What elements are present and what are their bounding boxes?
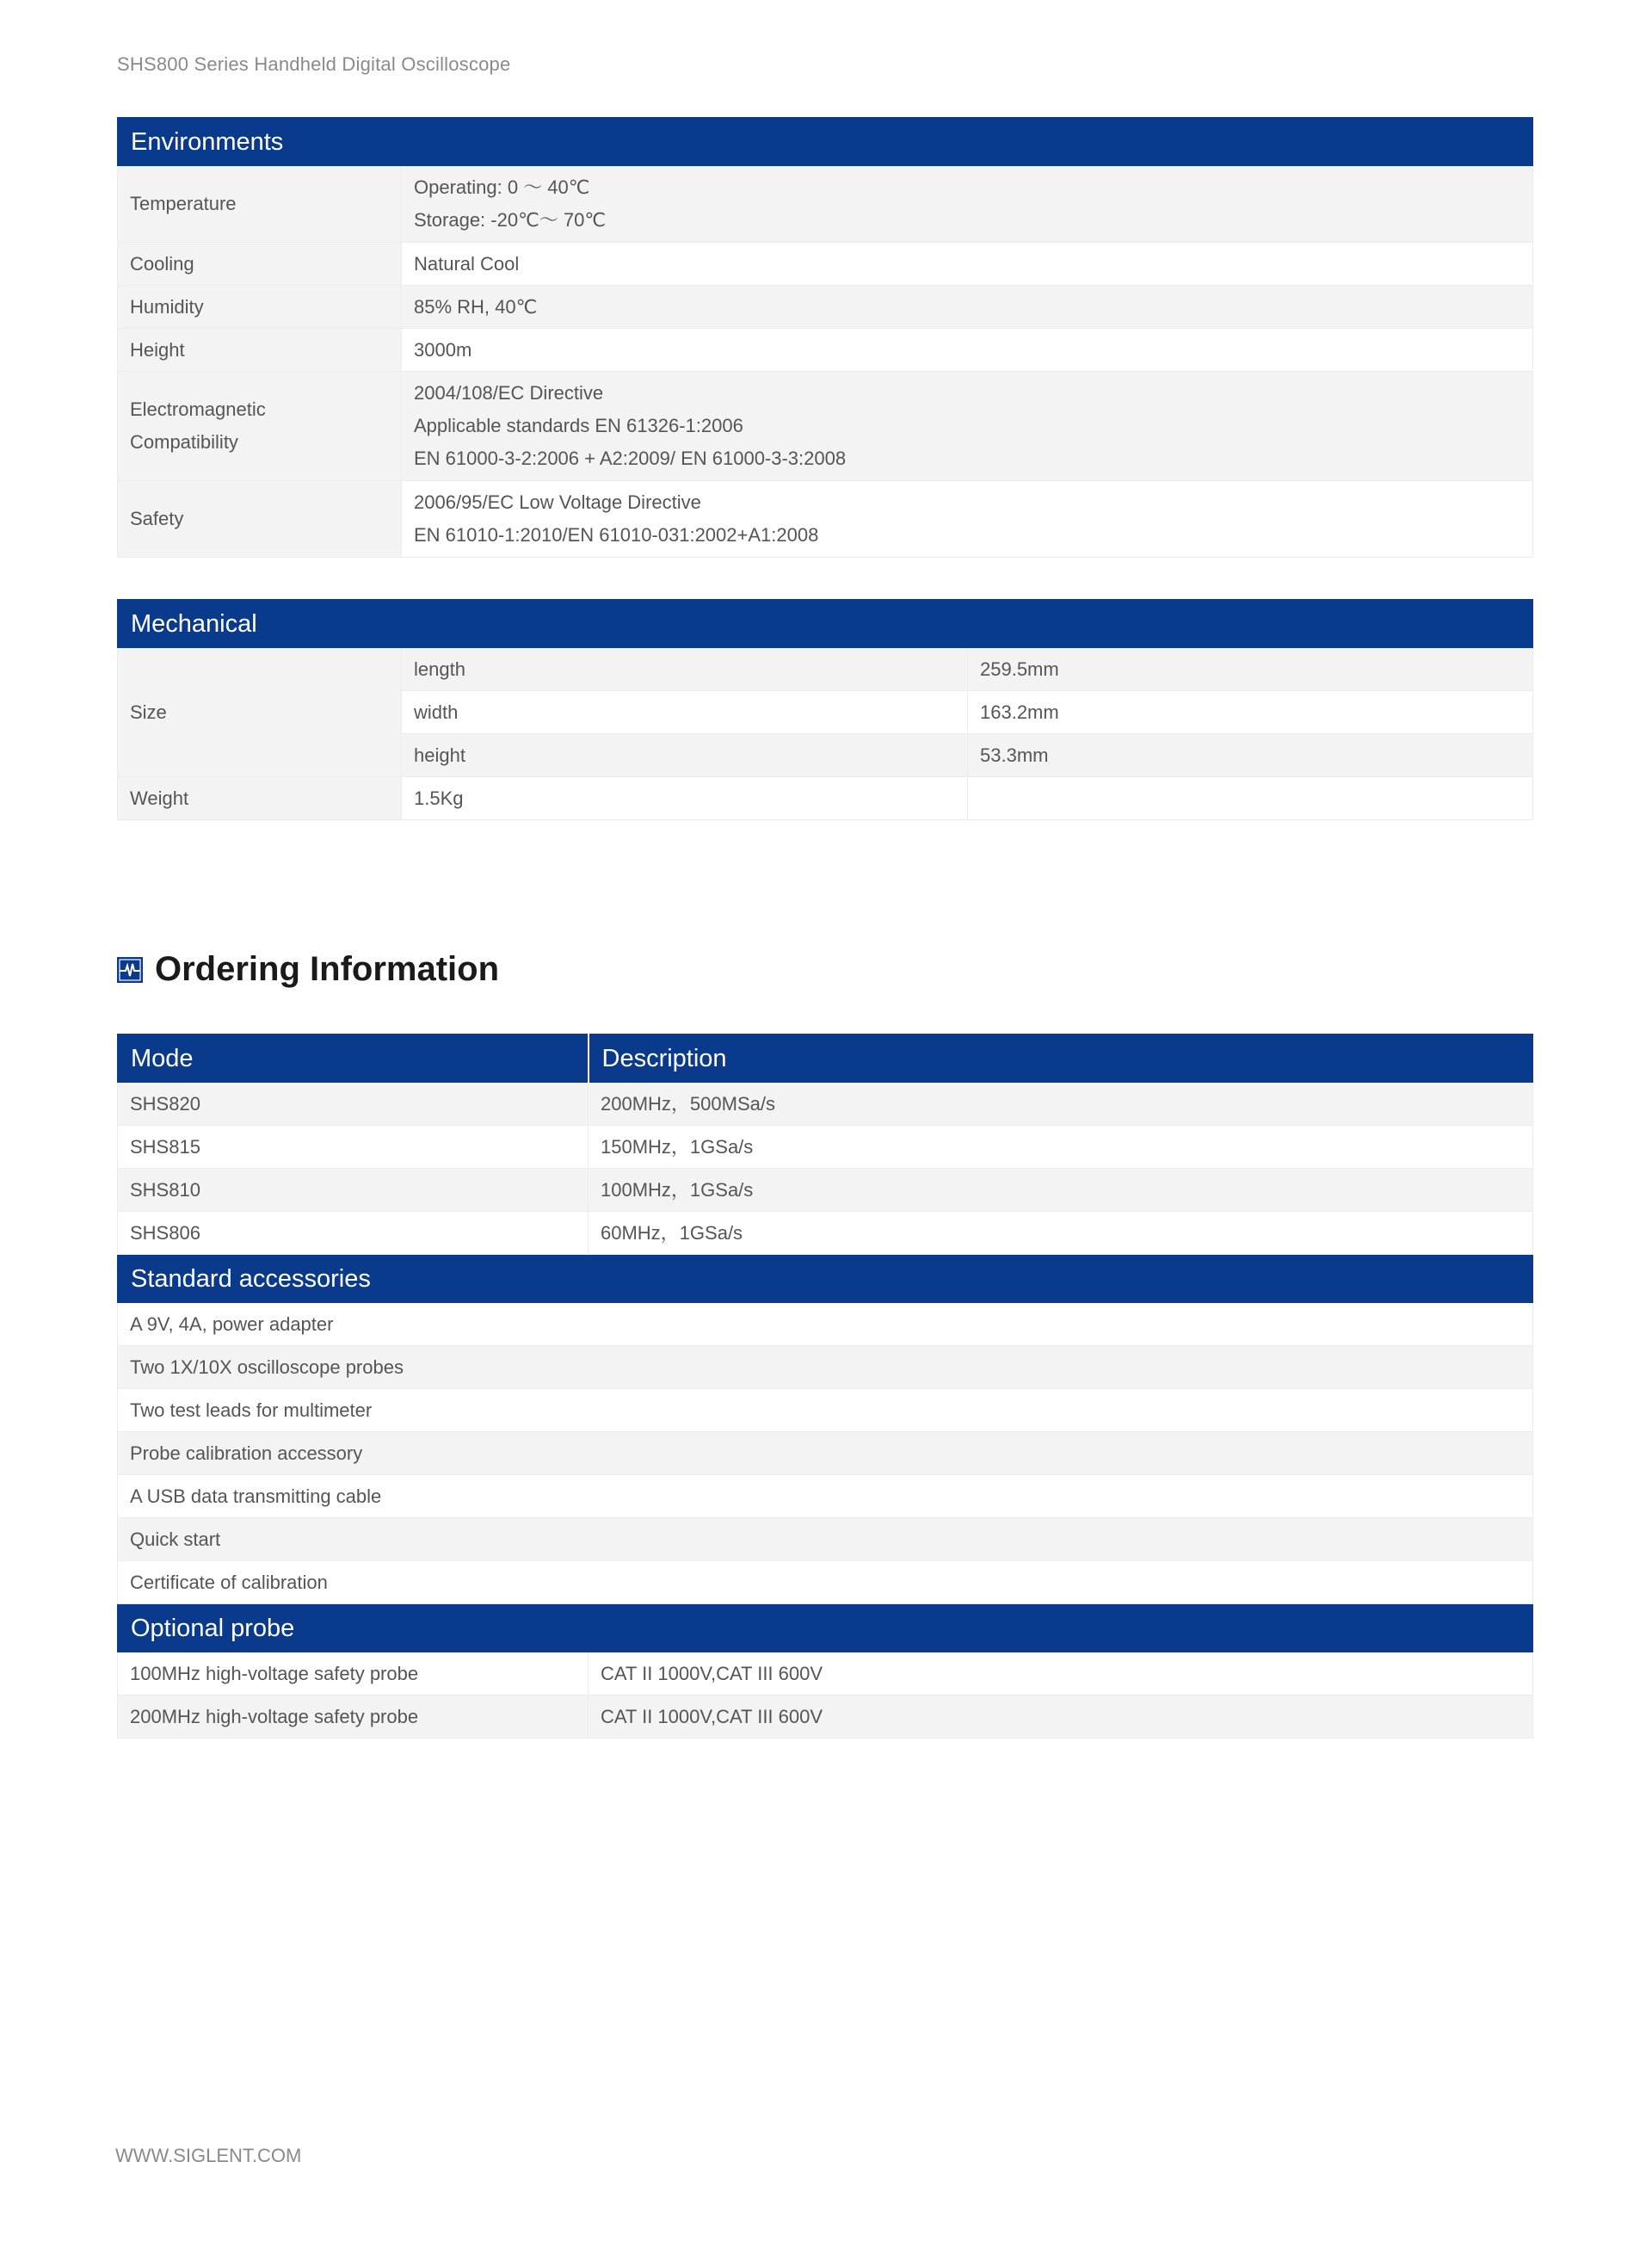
ordering-title: Ordering Information (155, 950, 499, 988)
waveform-icon (117, 957, 143, 983)
optional-probe-rating: CAT II 1000V,CAT III 600V (589, 1652, 1533, 1695)
environments-table (117, 117, 1533, 558)
environments-title: Environments (118, 118, 1533, 166)
mechanical-table (117, 599, 1533, 820)
cooling-value: Natural Cool (402, 243, 1533, 286)
height-label: Height (118, 329, 402, 372)
model-description: 100MHz，1GSa/s (589, 1169, 1533, 1212)
accessory-item: Two 1X/10X oscilloscope probes (118, 1346, 1533, 1389)
mode-header: Mode (118, 1035, 589, 1083)
weight-label: Weight (118, 777, 402, 820)
model-description: 150MHz，1GSa/s (589, 1126, 1533, 1169)
weight-value: 1.5Kg (402, 777, 968, 820)
ordering-section-title (117, 950, 499, 989)
model-mode: SHS810 (118, 1169, 589, 1212)
emc-value: 2004/108/EC Directive Applicable standards EN 61326-1:2006 EN 61000-3-2:2006 + A2:2009/ EN 61000-3-3:2008 (402, 372, 1533, 481)
accessories-title: Standard accessories (118, 1255, 1533, 1303)
humidity-label: Humidity (118, 286, 402, 329)
ordering-table (117, 1034, 1533, 1739)
footer-url: WWW.SIGLENT.COM (115, 2145, 302, 2166)
model-mode: SHS815 (118, 1126, 589, 1169)
height-value: 3000m (402, 329, 1533, 372)
description-header: Description (589, 1035, 1533, 1083)
optional-probe-title: Optional probe (118, 1604, 1533, 1652)
temperature-label: Temperature (118, 166, 402, 243)
optional-probe-name: 200MHz high-voltage safety probe (118, 1695, 589, 1739)
safety-label: Safety (118, 481, 402, 558)
size-value: 259.5mm (968, 648, 1533, 691)
mechanical-title: Mechanical (118, 600, 1533, 648)
size-label: Size (118, 648, 402, 777)
optional-probe-name: 100MHz high-voltage safety probe (118, 1652, 589, 1695)
cooling-label: Cooling (118, 243, 402, 286)
size-dim: width (402, 691, 968, 734)
accessory-item: Certificate of calibration (118, 1561, 1533, 1604)
accessory-item: Two test leads for multimeter (118, 1389, 1533, 1432)
accessory-item: A 9V, 4A, power adapter (118, 1303, 1533, 1346)
size-dim: length (402, 648, 968, 691)
safety-value: 2006/95/EC Low Voltage Directive EN 61010-1:2010/EN 61010-031:2002+A1:2008 (402, 481, 1533, 558)
model-description: 200MHz，500MSa/s (589, 1083, 1533, 1126)
temperature-value: Operating: 0 ～ 40℃ Storage: -20℃～ 70℃ (402, 166, 1533, 243)
accessory-item: A USB data transmitting cable (118, 1475, 1533, 1518)
model-description: 60MHz，1GSa/s (589, 1212, 1533, 1255)
emc-label: Electromagnetic Compatibility (118, 372, 402, 481)
size-value: 163.2mm (968, 691, 1533, 734)
model-mode: SHS820 (118, 1083, 589, 1126)
running-header: SHS800 Series Handheld Digital Oscilloscope (117, 53, 511, 75)
weight-empty (968, 777, 1533, 820)
accessory-item: Probe calibration accessory (118, 1432, 1533, 1475)
humidity-value: 85% RH, 40℃ (402, 286, 1533, 329)
size-value: 53.3mm (968, 734, 1533, 777)
model-mode: SHS806 (118, 1212, 589, 1255)
optional-probe-rating: CAT II 1000V,CAT III 600V (589, 1695, 1533, 1739)
size-dim: height (402, 734, 968, 777)
accessory-item: Quick start (118, 1518, 1533, 1561)
